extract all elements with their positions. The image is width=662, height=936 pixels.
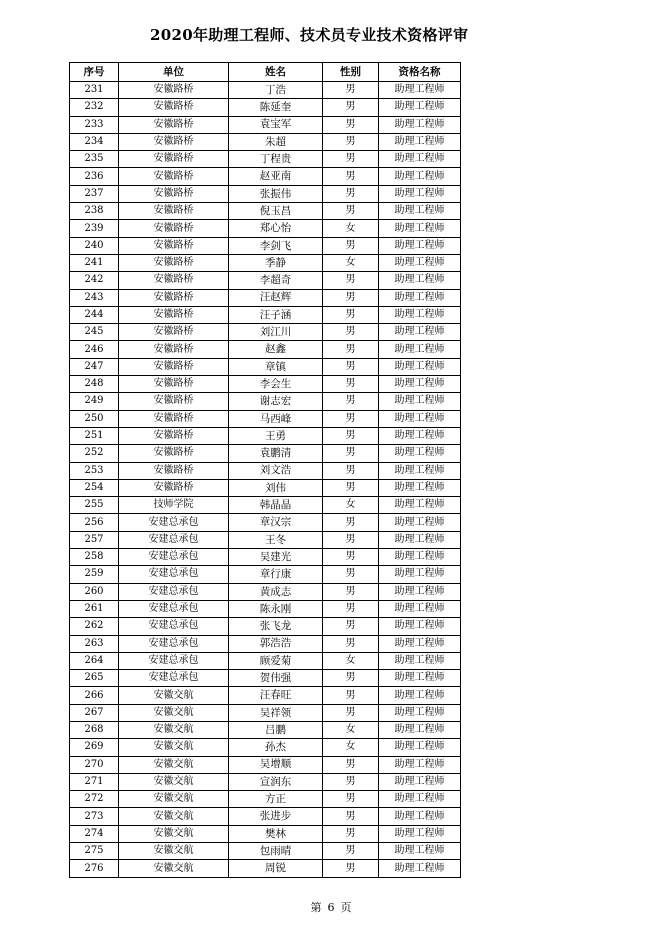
cell-name: 樊林 xyxy=(229,825,323,842)
cell-qualification: 助理工程师 xyxy=(379,618,461,635)
cell-gender: 男 xyxy=(323,687,379,704)
column-header-name: 姓名 xyxy=(229,63,323,82)
page-footer xyxy=(0,899,662,915)
cell-qualification: 助理工程师 xyxy=(379,670,461,687)
cell-unit: 安建总承包 xyxy=(119,600,229,617)
column-header-unit: 单位 xyxy=(119,63,229,82)
cell-qualification: 助理工程师 xyxy=(379,393,461,410)
table-row xyxy=(70,843,461,860)
cell-gender: 男 xyxy=(323,427,379,444)
cell-index: 236 xyxy=(70,168,119,185)
cell-name: 陈延奎 xyxy=(229,99,323,116)
column-header-gender: 性别 xyxy=(323,63,379,82)
cell-name: 周锐 xyxy=(229,860,323,877)
table-row xyxy=(70,376,461,393)
cell-index: 240 xyxy=(70,237,119,254)
table-row xyxy=(70,531,461,548)
cell-gender: 男 xyxy=(323,237,379,254)
table-row xyxy=(70,410,461,427)
cell-gender: 女 xyxy=(323,721,379,738)
cell-gender: 男 xyxy=(323,635,379,652)
cell-gender: 男 xyxy=(323,791,379,808)
table-row xyxy=(70,237,461,254)
cell-unit: 安徽路桥 xyxy=(119,168,229,185)
table-row xyxy=(70,151,461,168)
cell-name: 丁浩 xyxy=(229,82,323,99)
cell-index: 248 xyxy=(70,376,119,393)
cell-name: 方正 xyxy=(229,791,323,808)
cell-name: 刘文浩 xyxy=(229,462,323,479)
cell-qualification: 助理工程师 xyxy=(379,721,461,738)
cell-qualification: 助理工程师 xyxy=(379,427,461,444)
cell-name: 孙杰 xyxy=(229,739,323,756)
cell-index: 273 xyxy=(70,808,119,825)
cell-name: 章行康 xyxy=(229,566,323,583)
cell-index: 251 xyxy=(70,427,119,444)
cell-unit: 安建总承包 xyxy=(119,635,229,652)
cell-index: 256 xyxy=(70,514,119,531)
cell-name: 韩晶晶 xyxy=(229,497,323,514)
cell-qualification: 助理工程师 xyxy=(379,635,461,652)
cell-unit: 安徽路桥 xyxy=(119,324,229,341)
cell-qualification: 助理工程师 xyxy=(379,739,461,756)
cell-gender: 男 xyxy=(323,289,379,306)
table-row xyxy=(70,324,461,341)
column-header-index: 序号 xyxy=(70,63,119,82)
cell-index: 268 xyxy=(70,721,119,738)
cell-index: 252 xyxy=(70,445,119,462)
cell-name: 吕鹏 xyxy=(229,721,323,738)
cell-unit: 安徽路桥 xyxy=(119,410,229,427)
cell-name: 王冬 xyxy=(229,531,323,548)
table-row xyxy=(70,358,461,375)
cell-name: 袁鹏清 xyxy=(229,445,323,462)
cell-name: 吴祥领 xyxy=(229,704,323,721)
page-number: 6 xyxy=(327,901,335,914)
cell-index: 260 xyxy=(70,583,119,600)
cell-unit: 安建总承包 xyxy=(119,618,229,635)
table-row xyxy=(70,479,461,496)
cell-gender: 男 xyxy=(323,773,379,790)
table-row xyxy=(70,583,461,600)
table-row xyxy=(70,566,461,583)
cell-unit: 安建总承包 xyxy=(119,514,229,531)
cell-gender: 男 xyxy=(323,306,379,323)
cell-gender: 男 xyxy=(323,116,379,133)
cell-unit: 安徽路桥 xyxy=(119,393,229,410)
cell-qualification: 助理工程师 xyxy=(379,272,461,289)
cell-name: 张振伟 xyxy=(229,185,323,202)
cell-unit: 安徽路桥 xyxy=(119,479,229,496)
cell-unit: 安徽路桥 xyxy=(119,462,229,479)
cell-gender: 男 xyxy=(323,99,379,116)
cell-qualification: 助理工程师 xyxy=(379,151,461,168)
cell-gender: 男 xyxy=(323,808,379,825)
cell-index: 253 xyxy=(70,462,119,479)
cell-name: 章镇 xyxy=(229,358,323,375)
cell-name: 张进步 xyxy=(229,808,323,825)
cell-unit: 安徽路桥 xyxy=(119,272,229,289)
table-row xyxy=(70,168,461,185)
table-row xyxy=(70,445,461,462)
cell-qualification: 助理工程师 xyxy=(379,704,461,721)
cell-qualification: 助理工程师 xyxy=(379,116,461,133)
cell-unit: 安徽路桥 xyxy=(119,306,229,323)
cell-qualification: 助理工程师 xyxy=(379,289,461,306)
cell-name: 谢志宏 xyxy=(229,393,323,410)
table-row xyxy=(70,220,461,237)
table-row xyxy=(70,497,461,514)
table-row xyxy=(70,756,461,773)
cell-name: 陈永刚 xyxy=(229,600,323,617)
cell-qualification: 助理工程师 xyxy=(379,531,461,548)
cell-qualification: 助理工程师 xyxy=(379,514,461,531)
cell-unit: 安徽路桥 xyxy=(119,237,229,254)
cell-gender: 男 xyxy=(323,272,379,289)
cell-index: 247 xyxy=(70,358,119,375)
cell-qualification: 助理工程师 xyxy=(379,497,461,514)
table-row xyxy=(70,687,461,704)
cell-qualification: 助理工程师 xyxy=(379,860,461,877)
cell-name: 倪玉昌 xyxy=(229,203,323,220)
cell-unit: 安徽交航 xyxy=(119,808,229,825)
cell-gender: 男 xyxy=(323,600,379,617)
cell-unit: 安徽路桥 xyxy=(119,133,229,150)
cell-index: 266 xyxy=(70,687,119,704)
page-title: 2020年助理工程师、技术员专业技术资格评审 xyxy=(150,26,469,44)
cell-gender: 男 xyxy=(323,860,379,877)
cell-qualification: 助理工程师 xyxy=(379,600,461,617)
cell-gender: 女 xyxy=(323,254,379,271)
cell-index: 274 xyxy=(70,825,119,842)
cell-index: 254 xyxy=(70,479,119,496)
cell-gender: 女 xyxy=(323,739,379,756)
cell-qualification: 助理工程师 xyxy=(379,808,461,825)
cell-gender: 男 xyxy=(323,756,379,773)
table-row xyxy=(70,393,461,410)
cell-name: 赵鑫 xyxy=(229,341,323,358)
cell-name: 李剑飞 xyxy=(229,237,323,254)
cell-index: 238 xyxy=(70,203,119,220)
table-row xyxy=(70,272,461,289)
table-row xyxy=(70,600,461,617)
cell-gender: 男 xyxy=(323,168,379,185)
cell-index: 271 xyxy=(70,773,119,790)
cell-name: 汪子涵 xyxy=(229,306,323,323)
cell-qualification: 助理工程师 xyxy=(379,324,461,341)
cell-qualification: 助理工程师 xyxy=(379,791,461,808)
cell-unit: 安徽路桥 xyxy=(119,99,229,116)
cell-name: 顾爱菊 xyxy=(229,652,323,669)
cell-unit: 安建总承包 xyxy=(119,670,229,687)
table-row xyxy=(70,203,461,220)
cell-qualification: 助理工程师 xyxy=(379,254,461,271)
cell-index: 233 xyxy=(70,116,119,133)
cell-qualification: 助理工程师 xyxy=(379,410,461,427)
cell-index: 241 xyxy=(70,254,119,271)
cell-name: 郑心怡 xyxy=(229,220,323,237)
table-row xyxy=(70,791,461,808)
cell-gender: 男 xyxy=(323,203,379,220)
table-row xyxy=(70,116,461,133)
column-header-qualification: 资格名称 xyxy=(379,63,461,82)
table-row xyxy=(70,462,461,479)
table-row xyxy=(70,306,461,323)
cell-name: 马西峰 xyxy=(229,410,323,427)
page-label-prefix: 第 xyxy=(310,901,322,914)
cell-name: 宣润东 xyxy=(229,773,323,790)
cell-index: 276 xyxy=(70,860,119,877)
table-row xyxy=(70,635,461,652)
cell-unit: 安徽路桥 xyxy=(119,358,229,375)
cell-qualification: 助理工程师 xyxy=(379,82,461,99)
table-row xyxy=(70,652,461,669)
cell-unit: 安徽交航 xyxy=(119,687,229,704)
cell-qualification: 助理工程师 xyxy=(379,843,461,860)
cell-index: 259 xyxy=(70,566,119,583)
cell-qualification: 助理工程师 xyxy=(379,306,461,323)
cell-qualification: 助理工程师 xyxy=(379,341,461,358)
cell-unit: 安徽路桥 xyxy=(119,151,229,168)
cell-unit: 安徽交航 xyxy=(119,825,229,842)
cell-gender: 男 xyxy=(323,341,379,358)
cell-name: 丁程贵 xyxy=(229,151,323,168)
cell-unit: 安徽路桥 xyxy=(119,185,229,202)
cell-unit: 安徽路桥 xyxy=(119,427,229,444)
cell-gender: 男 xyxy=(323,151,379,168)
cell-unit: 安徽路桥 xyxy=(119,220,229,237)
cell-unit: 安建总承包 xyxy=(119,549,229,566)
cell-index: 237 xyxy=(70,185,119,202)
table-row xyxy=(70,185,461,202)
table-row xyxy=(70,133,461,150)
cell-name: 章汉宗 xyxy=(229,514,323,531)
cell-qualification: 助理工程师 xyxy=(379,825,461,842)
cell-index: 275 xyxy=(70,843,119,860)
cell-index: 242 xyxy=(70,272,119,289)
cell-gender: 男 xyxy=(323,445,379,462)
cell-name: 郭浩浩 xyxy=(229,635,323,652)
table-row xyxy=(70,773,461,790)
cell-gender: 男 xyxy=(323,583,379,600)
cell-gender: 男 xyxy=(323,531,379,548)
cell-gender: 男 xyxy=(323,566,379,583)
table-row xyxy=(70,670,461,687)
cell-unit: 安徽交航 xyxy=(119,773,229,790)
cell-name: 刘伟 xyxy=(229,479,323,496)
cell-index: 234 xyxy=(70,133,119,150)
cell-gender: 女 xyxy=(323,220,379,237)
table-row xyxy=(70,341,461,358)
table-row xyxy=(70,427,461,444)
cell-unit: 安徽路桥 xyxy=(119,116,229,133)
cell-index: 263 xyxy=(70,635,119,652)
cell-qualification: 助理工程师 xyxy=(379,583,461,600)
cell-unit: 安徽路桥 xyxy=(119,376,229,393)
cell-name: 包雨晴 xyxy=(229,843,323,860)
cell-gender: 男 xyxy=(323,358,379,375)
table-row xyxy=(70,808,461,825)
cell-gender: 女 xyxy=(323,652,379,669)
cell-gender: 男 xyxy=(323,82,379,99)
cell-qualification: 助理工程师 xyxy=(379,652,461,669)
cell-index: 255 xyxy=(70,497,119,514)
cell-gender: 男 xyxy=(323,410,379,427)
cell-qualification: 助理工程师 xyxy=(379,462,461,479)
cell-gender: 男 xyxy=(323,514,379,531)
cell-index: 244 xyxy=(70,306,119,323)
cell-gender: 女 xyxy=(323,497,379,514)
results-table xyxy=(69,62,461,878)
cell-unit: 安徽交航 xyxy=(119,739,229,756)
cell-name: 朱超 xyxy=(229,133,323,150)
cell-name: 王勇 xyxy=(229,427,323,444)
cell-qualification: 助理工程师 xyxy=(379,168,461,185)
table-row xyxy=(70,860,461,877)
table-row xyxy=(70,825,461,842)
cell-name: 汪赵辉 xyxy=(229,289,323,306)
cell-gender: 男 xyxy=(323,393,379,410)
cell-gender: 男 xyxy=(323,324,379,341)
cell-unit: 安徽交航 xyxy=(119,860,229,877)
cell-qualification: 助理工程师 xyxy=(379,376,461,393)
cell-index: 262 xyxy=(70,618,119,635)
cell-name: 汪春旺 xyxy=(229,687,323,704)
cell-gender: 男 xyxy=(323,618,379,635)
cell-qualification: 助理工程师 xyxy=(379,566,461,583)
cell-index: 235 xyxy=(70,151,119,168)
cell-gender: 男 xyxy=(323,549,379,566)
cell-name: 吴增顺 xyxy=(229,756,323,773)
cell-qualification: 助理工程师 xyxy=(379,445,461,462)
cell-name: 贺伟强 xyxy=(229,670,323,687)
table-header-row xyxy=(70,63,461,82)
cell-qualification: 助理工程师 xyxy=(379,756,461,773)
page-label-suffix: 页 xyxy=(340,901,352,914)
cell-index: 272 xyxy=(70,791,119,808)
cell-unit: 安徽交航 xyxy=(119,756,229,773)
cell-unit: 安建总承包 xyxy=(119,583,229,600)
cell-name: 李会生 xyxy=(229,376,323,393)
cell-unit: 安徽路桥 xyxy=(119,254,229,271)
cell-qualification: 助理工程师 xyxy=(379,773,461,790)
cell-unit: 安徽交航 xyxy=(119,791,229,808)
table-row xyxy=(70,739,461,756)
cell-gender: 男 xyxy=(323,479,379,496)
cell-gender: 男 xyxy=(323,462,379,479)
cell-index: 265 xyxy=(70,670,119,687)
cell-index: 239 xyxy=(70,220,119,237)
cell-gender: 男 xyxy=(323,825,379,842)
cell-index: 257 xyxy=(70,531,119,548)
cell-qualification: 助理工程师 xyxy=(379,203,461,220)
cell-index: 249 xyxy=(70,393,119,410)
table-row xyxy=(70,289,461,306)
cell-index: 258 xyxy=(70,549,119,566)
cell-name: 李超奇 xyxy=(229,272,323,289)
cell-gender: 男 xyxy=(323,704,379,721)
cell-unit: 安徽交航 xyxy=(119,704,229,721)
cell-index: 245 xyxy=(70,324,119,341)
table-row xyxy=(70,99,461,116)
cell-qualification: 助理工程师 xyxy=(379,133,461,150)
cell-index: 232 xyxy=(70,99,119,116)
cell-gender: 男 xyxy=(323,376,379,393)
cell-gender: 男 xyxy=(323,843,379,860)
cell-qualification: 助理工程师 xyxy=(379,549,461,566)
cell-index: 246 xyxy=(70,341,119,358)
table-row xyxy=(70,618,461,635)
table-row xyxy=(70,82,461,99)
cell-index: 269 xyxy=(70,739,119,756)
cell-unit: 安徽路桥 xyxy=(119,341,229,358)
cell-index: 231 xyxy=(70,82,119,99)
cell-unit: 安徽路桥 xyxy=(119,203,229,220)
cell-index: 243 xyxy=(70,289,119,306)
cell-name: 袁宝军 xyxy=(229,116,323,133)
cell-qualification: 助理工程师 xyxy=(379,479,461,496)
cell-unit: 安徽路桥 xyxy=(119,289,229,306)
cell-name: 黄成志 xyxy=(229,583,323,600)
table-row xyxy=(70,549,461,566)
table-row xyxy=(70,704,461,721)
cell-unit: 安建总承包 xyxy=(119,652,229,669)
cell-unit: 安徽交航 xyxy=(119,721,229,738)
cell-index: 267 xyxy=(70,704,119,721)
cell-name: 张飞龙 xyxy=(229,618,323,635)
cell-name: 赵亚南 xyxy=(229,168,323,185)
cell-name: 吴建光 xyxy=(229,549,323,566)
table-row xyxy=(70,254,461,271)
cell-gender: 男 xyxy=(323,133,379,150)
cell-unit: 安徽交航 xyxy=(119,843,229,860)
cell-unit: 技师学院 xyxy=(119,497,229,514)
cell-qualification: 助理工程师 xyxy=(379,358,461,375)
cell-unit: 安建总承包 xyxy=(119,566,229,583)
cell-index: 250 xyxy=(70,410,119,427)
cell-name: 刘江川 xyxy=(229,324,323,341)
cell-gender: 男 xyxy=(323,670,379,687)
cell-qualification: 助理工程师 xyxy=(379,185,461,202)
cell-qualification: 助理工程师 xyxy=(379,237,461,254)
cell-name: 季静 xyxy=(229,254,323,271)
table-row xyxy=(70,721,461,738)
cell-index: 261 xyxy=(70,600,119,617)
cell-qualification: 助理工程师 xyxy=(379,687,461,704)
cell-qualification: 助理工程师 xyxy=(379,220,461,237)
cell-gender: 男 xyxy=(323,185,379,202)
table-body xyxy=(70,82,461,878)
cell-index: 264 xyxy=(70,652,119,669)
cell-index: 270 xyxy=(70,756,119,773)
cell-unit: 安徽路桥 xyxy=(119,445,229,462)
cell-qualification: 助理工程师 xyxy=(379,99,461,116)
table-row xyxy=(70,514,461,531)
cell-unit: 安建总承包 xyxy=(119,531,229,548)
cell-unit: 安徽路桥 xyxy=(119,82,229,99)
